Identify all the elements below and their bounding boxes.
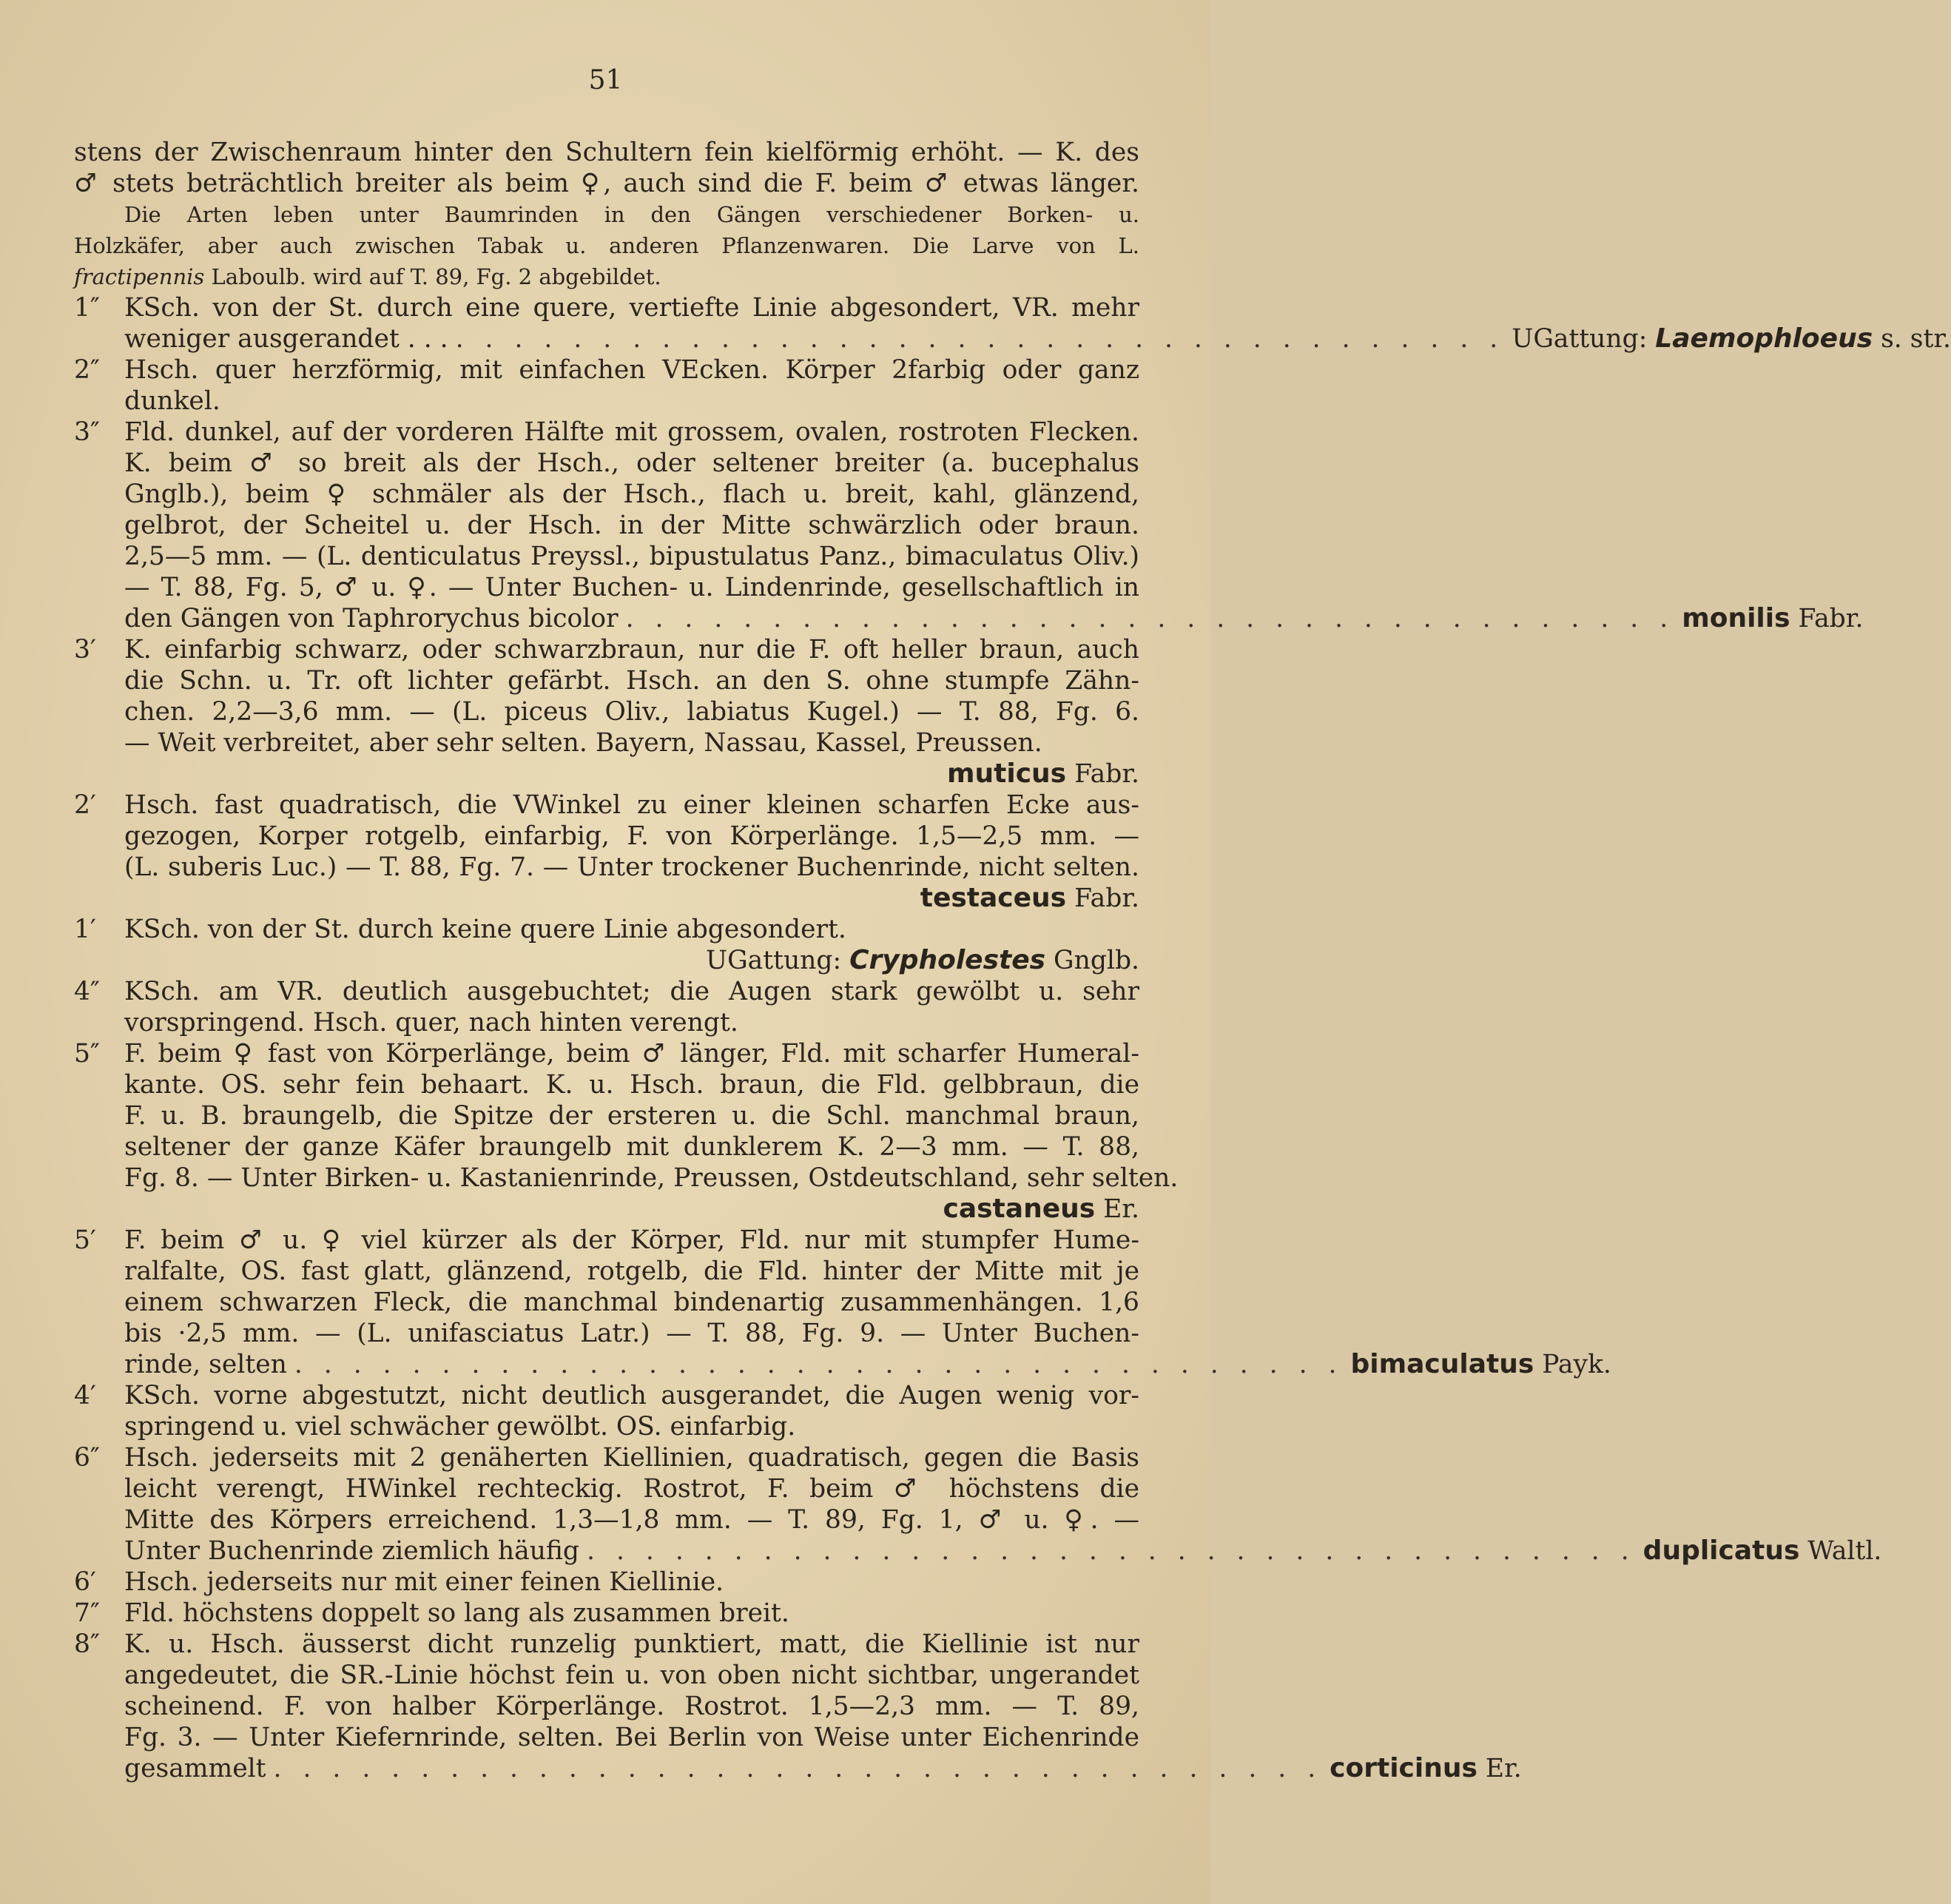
- text-line: [74, 945, 1139, 976]
- text-line: [74, 914, 1139, 945]
- subgenus-label: UGattung:: [1512, 324, 1656, 354]
- text-line: [74, 790, 1139, 821]
- line-text: K. u. Hsch. äusserst dicht runzelig punktiert, matt, die Kiellinie ist nur: [124, 1629, 1139, 1659]
- species-name: muticus: [947, 758, 1067, 789]
- text-line: [74, 168, 1139, 199]
- text-line: [74, 1411, 1139, 1442]
- line-text: Hsch. quer herzförmig, mit einfachen VEcken. Körper 2farbig oder ganz: [124, 355, 1139, 385]
- line-text: KSch. am VR. deutlich ausgebuchtet; die Augen stark gewölbt u. sehr: [124, 977, 1139, 1006]
- line-text: ♂ stets beträchtlich breiter als beim ♀, auch sind die F. beim ♂ etwas länger.: [74, 169, 1139, 198]
- key-number: 6′: [74, 1567, 96, 1597]
- line-text: Die Arten leben unter Baumrinden in den Gängen verschiedener Borken- u.: [124, 202, 1139, 227]
- species-name: corticinus: [1330, 1753, 1477, 1783]
- text-line: [74, 1380, 1139, 1411]
- line-text: springend u. viel schwächer gewölbt. OS. einfarbig.: [124, 1412, 796, 1442]
- text-line: [74, 354, 1139, 386]
- species-author: Gnglb.: [1045, 946, 1139, 975]
- text-line: [74, 1598, 1139, 1629]
- species-name: castaneus: [943, 1194, 1096, 1224]
- species-entry: [1643, 1535, 1882, 1567]
- text-line: [74, 821, 1139, 852]
- key-number: 2′: [74, 790, 96, 820]
- line-text: K. einfarbig schwarz, oder schwarzbraun, nur die F. oft heller braun, auch: [124, 635, 1139, 665]
- species-name: testaceus: [920, 883, 1067, 913]
- line-text: rinde, selten: [124, 1350, 287, 1379]
- text-line: [74, 417, 1139, 448]
- key-number: 5″: [74, 1039, 100, 1069]
- line-text: KSch. von der St. durch keine quere Linie abgesondert.: [124, 915, 846, 944]
- text-line: [74, 665, 1139, 696]
- genus-name: Laemophloeus: [1655, 323, 1873, 354]
- text-line: [74, 727, 1139, 758]
- line-text: den Gängen von Taphrorychus bicolor: [124, 604, 619, 633]
- text-line: [74, 1722, 1139, 1753]
- line-text: Gnglb.), beim ♀ schmäler als der Hsch., flach u. breit, kahl, glänzend,: [124, 480, 1139, 509]
- dot-leader: . . . . . . . . . . . . . . . . . . . . . . . . . . . . . . . . . . . .: [587, 1536, 1636, 1566]
- line-text: Fg. 3. — Unter Kiefernrinde, selten. Bei Berlin von Weise unter Eichenrinde: [124, 1723, 1139, 1752]
- line-text: Hsch. jederseits mit 2 genäherten Kiellinien, quadratisch, gegen die Basis: [124, 1443, 1139, 1473]
- text-line: [74, 1504, 1139, 1535]
- line-text: Fld. dunkel, auf der vorderen Hälfte mit grossem, ovalen, rostroten Flecken.: [124, 417, 1139, 447]
- line-text: gesammelt: [124, 1754, 266, 1783]
- line-text: KSch. vorne abgestutzt, nicht deutlich ausgerandet, die Augen wenig vor-: [124, 1381, 1139, 1410]
- species-author: Er.: [1477, 1754, 1522, 1783]
- species-name: duplicatus: [1642, 1535, 1800, 1566]
- line-text: — Weit verbreitet, aber sehr selten. Bayern, Nassau, Kassel, Preussen.: [124, 728, 1042, 758]
- text-line: [74, 1629, 1139, 1660]
- subgenus-label: UGattung:: [706, 946, 850, 975]
- key-number: 7″: [74, 1598, 100, 1628]
- line-text: dunkel.: [124, 386, 220, 416]
- text-line: [74, 541, 1139, 572]
- text-line: [74, 1225, 1139, 1256]
- species-author: Waltl.: [1799, 1536, 1882, 1566]
- text-line: [74, 1442, 1139, 1473]
- text-line: [74, 1100, 1139, 1131]
- text-line: [74, 230, 1139, 261]
- line-text: Hsch. fast quadratisch, die VWinkel zu einer kleinen scharfen Ecke aus-: [124, 790, 1139, 820]
- dot-leader: . . . . . . . . . . . . . . . . . . . . . . . . . . . . . . . . . . . .: [625, 604, 1675, 633]
- line-text: 2,5—5 mm. — (L. denticulatus Preyssl., bipustulatus Panz., bimaculatus Oliv.): [124, 542, 1139, 571]
- key-number: 4′: [74, 1381, 96, 1410]
- text-line: [74, 261, 1139, 292]
- line-text: angedeutet, die SR.-Linie höchst fein u. von oben nicht sichtbar, ungerandet: [124, 1661, 1139, 1690]
- text-line: [74, 199, 1139, 230]
- line-text: gezogen, Korper rotgelb, einfarbig, F. von Körperlänge. 1,5—2,5 mm. —: [124, 821, 1139, 851]
- line-text: Laboulb. wird auf T. 89, Fg. 2 abgebildet.: [204, 264, 661, 289]
- key-number: 4″: [74, 977, 100, 1006]
- text-line: [74, 1007, 1139, 1038]
- species-author: s. str.: [1873, 324, 1951, 354]
- line-text: die Schn. u. Tr. oft lichter gefärbt. Hsch. an den S. ohne stumpfe Zähn-: [124, 666, 1139, 696]
- dot-leader: . . . . . . . . . . . . . . . . . . . . . . . . . . . . . . . . . . . .: [273, 1754, 1323, 1783]
- text-line: [74, 448, 1139, 479]
- species-entry: [1330, 1753, 1522, 1784]
- text-line: [74, 1660, 1139, 1691]
- species-author: Fabr.: [1790, 604, 1864, 633]
- text-line: [74, 634, 1139, 665]
- line-text: Unter Buchenrinde ziemlich häufig: [124, 1536, 580, 1566]
- line-text: F. beim ♂ u. ♀ viel kürzer als der Körper, Fld. nur mit stumpfer Hume-: [124, 1225, 1139, 1255]
- text-line: [74, 696, 1139, 727]
- text-line: [74, 1287, 1139, 1318]
- line-text: K. beim ♂ so breit als der Hsch., oder seltener breiter (a. bucephalus: [124, 448, 1139, 478]
- text-line: [74, 758, 1139, 790]
- line-text: stens der Zwischenraum hinter den Schultern fein kielförmig erhöht. — K. des: [74, 138, 1139, 167]
- species-author: Payk.: [1534, 1350, 1611, 1379]
- key-number: 1″: [74, 293, 100, 323]
- line-text: (L. suberis Luc.) — T. 88, Fg. 7. — Unter trockener Buchenrinde, nicht selten.: [124, 852, 1139, 882]
- text-line: [74, 323, 1951, 354]
- text-line: [74, 1318, 1139, 1349]
- text-line: [74, 1535, 1882, 1567]
- text-line: [74, 1567, 1139, 1598]
- dot-leader: . . . . . . . . . . . . . . . . . . . . . . . . . . . . . . . . . . . .: [455, 324, 1505, 354]
- text-line: [74, 1691, 1139, 1722]
- key-number: 3″: [74, 417, 100, 447]
- dot-leader: . . . . . . . . . . . . . . . . . . . . . . . . . . . . . . . . . . . .: [294, 1350, 1344, 1379]
- line-text: einem schwarzen Fleck, die manchmal bindenartig zusammenhängen. 1,6: [124, 1288, 1139, 1317]
- italic-text: fractipennis: [74, 264, 205, 289]
- line-text: — T. 88, Fg. 5, ♂ u. ♀. — Unter Buchen- u. Lindenrinde, gesellschaftlich in: [124, 573, 1139, 602]
- genus-name: Crypholestes: [849, 945, 1046, 975]
- text-line: [74, 883, 1139, 914]
- text-line: [74, 510, 1139, 541]
- species-entry: [1512, 323, 1951, 354]
- line-text: KSch. von der St. durch eine quere, vertiefte Linie abgesondert, VR. mehr: [124, 293, 1139, 323]
- text-line: [74, 1163, 1179, 1194]
- key-number: 2″: [74, 355, 100, 385]
- key-number: 8″: [74, 1629, 100, 1659]
- text-line: [74, 137, 1139, 168]
- text-line: [74, 1753, 1522, 1784]
- line-text: bis ·2,5 mm. — (L. unifasciatus Latr.) — T. 88, Fg. 9. — Unter Buchen-: [124, 1319, 1139, 1348]
- text-line: [74, 292, 1139, 323]
- line-text: kante. OS. sehr fein behaart. K. u. Hsch. braun, die Fld. gelbbraun, die: [124, 1070, 1139, 1100]
- line-text: seltener der ganze Käfer braungelb mit dunklerem K. 2—3 mm. — T. 88,: [124, 1132, 1139, 1162]
- document-body: [74, 137, 1951, 1784]
- species-name: bimaculatus: [1350, 1349, 1534, 1379]
- species-author: Fabr.: [1066, 759, 1139, 789]
- line-text: vorspringend. Hsch. quer, nach hinten verengt.: [124, 1008, 738, 1037]
- text-line: [74, 976, 1139, 1007]
- text-line: [74, 386, 1139, 417]
- key-number: 5′: [74, 1225, 96, 1255]
- line-text: ralfalte, OS. fast glatt, glänzend, rotgelb, die Fld. hinter der Mitte mit je: [124, 1257, 1139, 1286]
- key-number: 6″: [74, 1443, 100, 1473]
- line-text: F. u. B. braungelb, die Spitze der ersteren u. die Schl. manchmal braun,: [124, 1101, 1139, 1131]
- text-line: [74, 1038, 1139, 1069]
- key-number: 3′: [74, 635, 96, 665]
- text-line: [74, 1194, 1139, 1225]
- line-text: Fld. höchstens doppelt so lang als zusammen breit.: [124, 1598, 789, 1628]
- species-entry: [1350, 1349, 1611, 1380]
- text-line: [74, 1473, 1139, 1504]
- line-text: Hsch. jederseits nur mit einer feinen Kiellinie.: [124, 1567, 724, 1597]
- line-text: gelbrot, der Scheitel u. der Hsch. in der Mitte schwärzlich oder braun.: [124, 511, 1139, 540]
- line-text: F. beim ♀ fast von Körperlänge, beim ♂ länger, Fld. mit scharfer Humeral-: [124, 1039, 1139, 1069]
- text-line: [74, 1256, 1139, 1287]
- line-text: scheinend. F. von halber Körperlänge. Rostrot. 1,5—2,3 mm. — T. 89,: [124, 1692, 1139, 1721]
- page-number: 51: [588, 65, 623, 95]
- species-name: monilis: [1682, 603, 1790, 633]
- line-text: Holzkäfer, aber auch zwischen Tabak u. anderen Pflanzenwaren. Die Larve von L.: [74, 233, 1139, 258]
- line-text: Mitte des Körpers erreichend. 1,3—1,8 mm. — T. 89, Fg. 1, ♂ u. ♀. —: [124, 1505, 1139, 1535]
- text-line: [74, 572, 1139, 603]
- species-author: Fabr.: [1066, 884, 1139, 913]
- text-line: [74, 1131, 1139, 1163]
- line-text: chen. 2,2—3,6 mm. — (L. piceus Oliv., labiatus Kugel.) — T. 88, Fg. 6.: [124, 697, 1139, 727]
- line-text: leicht verengt, HWinkel rechteckig. Rostrot, F. beim ♂ höchstens die: [124, 1474, 1139, 1504]
- line-text: weniger ausgerandet . . .: [124, 324, 448, 354]
- text-line: [74, 852, 1139, 883]
- text-line: [74, 1069, 1139, 1100]
- line-text: Fg. 8. — Unter Birken- u. Kastanienrinde, Preussen, Ostdeutschland, sehr selten.: [124, 1163, 1179, 1193]
- text-line: [74, 479, 1139, 510]
- species-author: Er.: [1095, 1194, 1139, 1224]
- text-line: [74, 1349, 1611, 1380]
- key-number: 1′: [74, 915, 96, 944]
- text-line: [74, 603, 1864, 634]
- species-entry: [1682, 603, 1863, 634]
